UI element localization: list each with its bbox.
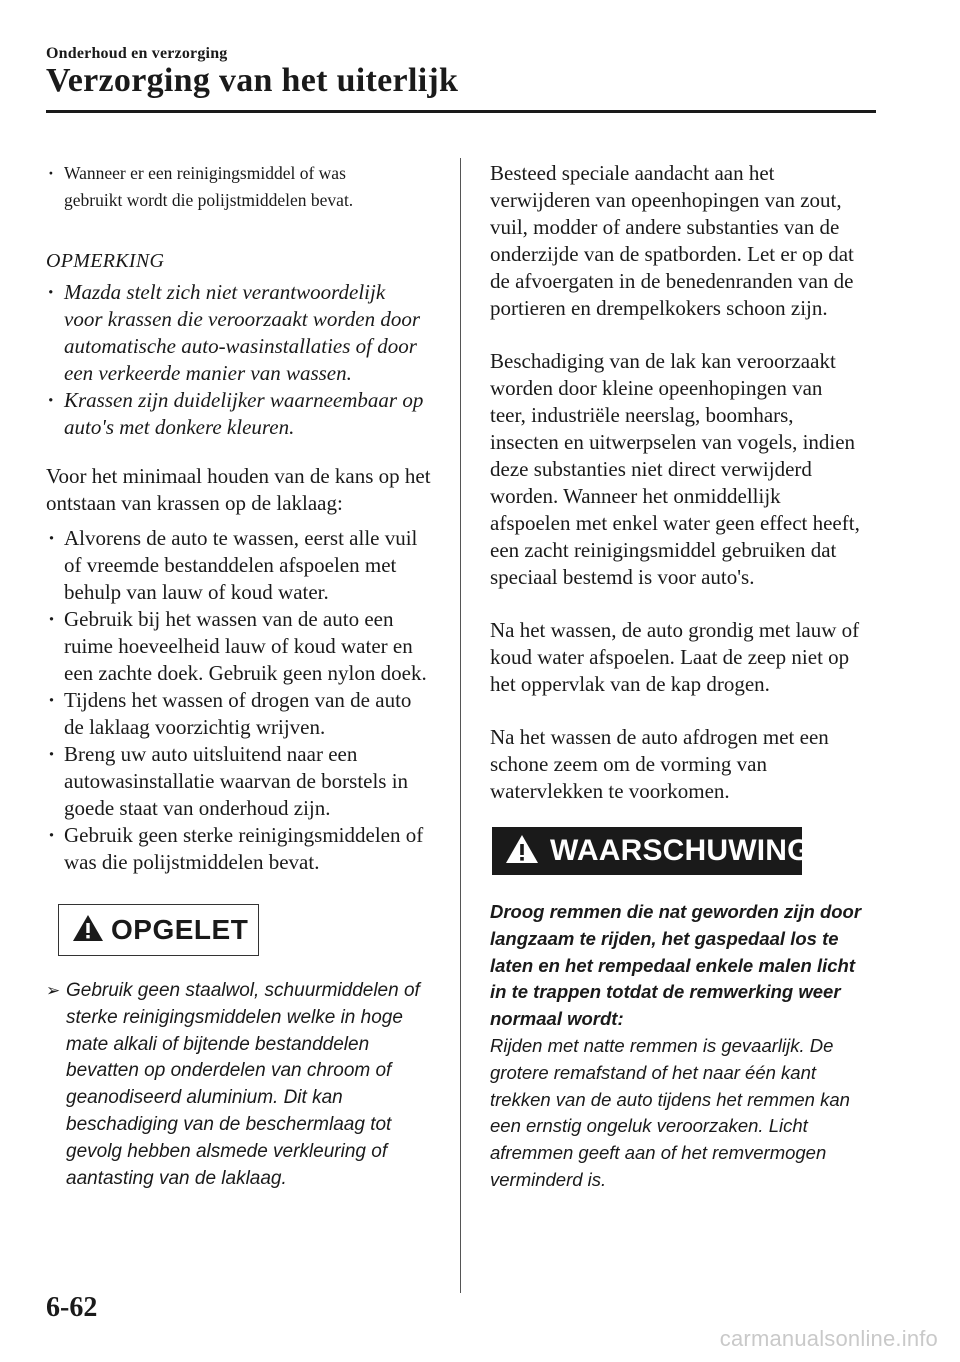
intro-paragraph: Voor het minimaal houden van de kans op het ontstaan van krassen op de laklaag:: [46, 464, 431, 515]
warning-text: [490, 899, 875, 1194]
caution-text: [46, 978, 438, 1192]
warning-callout: [492, 827, 811, 875]
paragraph: Na het wassen de auto afdrogen met een schone zeem om de vorming van watervlekken te voorkomen.: [490, 725, 829, 803]
page-title: Verzorging van het uiterlijk: [46, 62, 459, 99]
list-item: · Tijdens het wassen of drogen van de auto de laklaag voorzichtig wrijven.: [46, 687, 432, 741]
paragraph: Beschadiging van de lak kan veroorzaakt worden door kleine opeenhopingen van teer, industriële neerslag, boomhars, insecten en uitwerpselen van vogels, indien deze substanties niet direct verwijderd worden. Wanneer het onmiddellijk afspoelen met enkel water geen effect heeft, een zacht reinigingsmiddel gebruiken dat speciaal bestemd is voor auto's.: [490, 349, 860, 589]
list-item: · Gebruik bij het wassen van de auto een ruime hoeveelheid lauw of koud water en een zachte doek. Gebruik geen nylon doek.: [46, 606, 432, 687]
section-label: Onderhoud en verzorging: [46, 45, 228, 62]
page-number: 6-62: [46, 1292, 98, 1323]
watermark: carmanualsonline.info: [719, 1326, 938, 1351]
caution-callout: [58, 904, 259, 956]
caution-triangle-icon: [71, 913, 105, 948]
title-rule: [46, 110, 876, 113]
paragraph: Na het wassen, de auto grondig met lauw of koud water afspoelen. Laat de zeep niet op het oppervlak van de kap drogen.: [490, 618, 860, 696]
warning-triangle-icon: [504, 833, 540, 870]
note-heading: OPMERKING: [46, 250, 165, 272]
paragraph: Besteed speciale aandacht aan het verwijderen van opeenhopingen van zout, vuil, modder of andere substanties van de onderzijde van de spatborden. Let er op dat de afvoergaten in de benedenranden van de portieren en drempelkokers schoon zijn.: [490, 161, 854, 320]
arrow-bullet-icon: ➢: [46, 981, 61, 1000]
caution-label: OPGELET: [111, 914, 249, 945]
list-item: · Breng uw auto uitsluitend naar een autowasinstallatie waarvan de borstels in goede staat van onderhoud zijn.: [46, 741, 432, 822]
list-item: · Mazda stelt zich niet verantwoordelijk voor krassen die veroorzaakt worden door automatische auto-wasinstallaties of door een verkeerde manier van wassen.: [46, 279, 424, 387]
top-bullet-list: [46, 160, 436, 214]
note-list: [46, 279, 436, 441]
left-column: [46, 160, 436, 1192]
warning-instruction: Droog remmen die nat geworden zijn door langzaam te rijden, het gaspedaal los te laten en het rempedaal enkele malen licht in te trappen totdat de remwerking weer normaal wordt:: [490, 901, 862, 1030]
warning-label: WAARSCHUWING: [550, 834, 811, 867]
column-divider: [460, 158, 461, 1293]
warning-explanation: Rijden met natte remmen is gevaarlijk. De grotere remafstand of het naar één kant trekken van de auto tijdens het remmen kan een ernstig ongeluk veroorzaken. Licht afremmen geeft aan of het remvermogen verminderd is.: [490, 1034, 850, 1190]
list-item: · Alvorens de auto te wassen, eerst alle vuil of vreemde bestanddelen afspoelen met behulp van lauw of koud water.: [46, 525, 432, 606]
right-column: [490, 160, 890, 1194]
list-item: · Krassen zijn duidelijker waarneembaar op auto's met donkere kleuren.: [46, 387, 424, 441]
bullet-list: [46, 525, 436, 876]
caution-body: Gebruik geen staalwol, schuurmiddelen of sterke reinigingsmiddelen welke in hoge mate alkali of bijtende bestanddelen bevatten op onderdelen van chroom of geanodiseerd aluminium. Dit kan beschadiging van de beschermlaag tot gevolg hebben alsmede verkleuring of aantasting van de laklaag.: [66, 980, 420, 1189]
list-item: · Gebruik geen sterke reinigingsmiddelen of was die polijstmiddelen bevat.: [46, 822, 432, 876]
list-item: · Wanneer er een reinigingsmiddel of was gebruikt wordt die polijstmiddelen bevat.: [46, 160, 394, 214]
